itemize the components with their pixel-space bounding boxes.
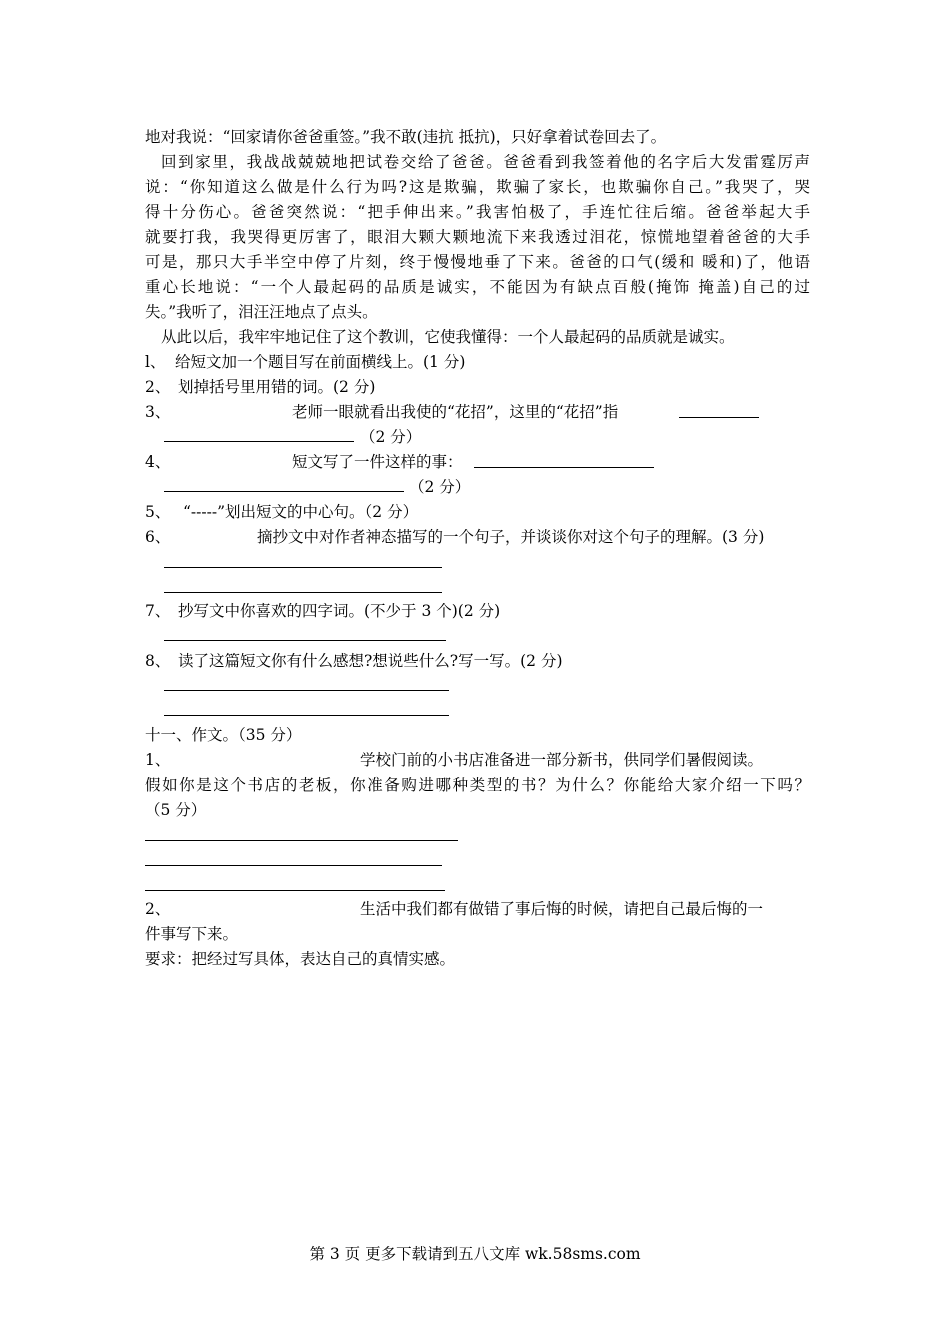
requirement-text: 要求：把经过写具体，表达自己的真情实感。 <box>145 950 456 968</box>
question-text: 抄写文中你喜欢的四字词。(不少于 3 个)(2 分) <box>178 602 501 620</box>
answer-line[interactable] <box>164 690 449 691</box>
composition-1 <box>145 749 810 773</box>
question-text: 学校门前的小书店准备进一部分新书，供同学们暑假阅读。 <box>360 751 764 769</box>
answer-line[interactable] <box>164 640 446 641</box>
passage-line: 回到家里，我战战兢兢地把试卷交给了爸爸。爸爸看到我签着他的名字后大发雷霆厉声 <box>161 153 810 171</box>
question-text: 给短文加一个题目写在前面横线上。(1 分) <box>175 353 466 371</box>
question-number: 1、 <box>145 751 171 769</box>
answer-line[interactable] <box>145 840 458 841</box>
answer-line[interactable] <box>164 715 449 716</box>
question-text: 生活中我们都有做错了事后悔的时候，请把自己最后悔的一 <box>360 900 764 918</box>
question-score: （2 分） <box>409 478 471 496</box>
passage-line: 就要打我，我哭得更厉害了，眼泪大颗大颗地流下来我透过泪花，惊慌地望着爸爸的大手 <box>145 228 810 246</box>
answer-line[interactable] <box>145 865 442 866</box>
passage-line: 可是，那只大手半空中停了片刻，终于慢慢地垂了下来。爸爸的口气(缓和 暖和)了，他语 <box>145 253 810 271</box>
answer-line[interactable] <box>164 567 442 568</box>
question-number: 4、 <box>145 453 171 471</box>
page-footer: 第 3 页 更多下载请到五八文库 wk.58sms.com <box>309 1245 641 1263</box>
question-number: 7、 <box>145 602 171 620</box>
answer-line[interactable] <box>145 890 445 891</box>
question-text: 读了这篇短文你有什么感想?想说些什么?写一写。(2 分) <box>178 652 563 670</box>
question-text: 老师一眼就看出我使的“花招”，这里的“花招”指 <box>292 403 619 421</box>
question-text: 划掉括号里用错的词。(2 分) <box>178 378 376 396</box>
answer-blank[interactable] <box>164 441 354 442</box>
question-text: 摘抄文中对作者神态描写的一个句子，并谈谈你对这个句子的理解。(3 分) <box>257 528 765 546</box>
composition-heading: 十一、作文。（35 分） <box>145 726 302 744</box>
passage-line: 从此以后，我牢牢地记住了这个教训，它使我懂得：一个人最起码的品质就是诚实。 <box>161 328 735 346</box>
passage-line: 重心长地说：“一个人最起码的品质是诚实，不能因为有缺点百般(掩饰 掩盖)自己的过 <box>145 278 810 296</box>
question-text: “-----”划出短文的中心句。（2 分） <box>183 503 419 521</box>
answer-blank[interactable] <box>679 417 759 418</box>
question-text: 假如你是这个书店的老板，你准备购进哪种类型的书？为什么？你能给大家介绍一下吗？ <box>145 776 810 794</box>
question-number: 2、 <box>145 900 171 918</box>
question-text: 短文写了一件这样的事： <box>292 453 463 471</box>
question-number: 2、 <box>145 378 171 396</box>
question-2 <box>145 376 810 400</box>
composition-2 <box>145 898 810 922</box>
question-number: 5、 <box>145 503 171 521</box>
question-number: l、 <box>145 353 166 371</box>
question-5 <box>145 501 810 525</box>
question-6 <box>145 526 810 550</box>
answer-blank[interactable] <box>474 467 654 468</box>
passage-line: 得十分伤心。爸爸突然说：“把手伸出来。”我害怕极了，手连忙往后缩。爸爸举起大手 <box>145 203 810 221</box>
answer-line[interactable] <box>164 592 442 593</box>
question-number: 6、 <box>145 528 171 546</box>
passage-line: 说：“你知道这么做是什么行为吗?这是欺骗，欺骗了家长，也欺骗你自己。”我哭了，哭 <box>145 178 810 196</box>
question-number: 8、 <box>145 652 171 670</box>
question-number: 3、 <box>145 403 171 421</box>
question-score: （2 分） <box>360 428 422 446</box>
question-3 <box>145 401 810 425</box>
question-score: （5 分） <box>145 801 207 819</box>
question-4 <box>145 451 810 475</box>
question-1 <box>145 351 810 375</box>
question-text: 件事写下来。 <box>145 925 239 943</box>
question-7 <box>145 600 810 624</box>
passage-line: 地对我说：“回家请你爸爸重签。”我不敢(违抗 抵抗)，只好拿着试卷回去了。 <box>145 128 667 146</box>
passage-line: 失。”我听了，泪汪汪地点了点头。 <box>145 303 378 321</box>
answer-blank[interactable] <box>164 491 404 492</box>
question-8 <box>145 650 810 674</box>
